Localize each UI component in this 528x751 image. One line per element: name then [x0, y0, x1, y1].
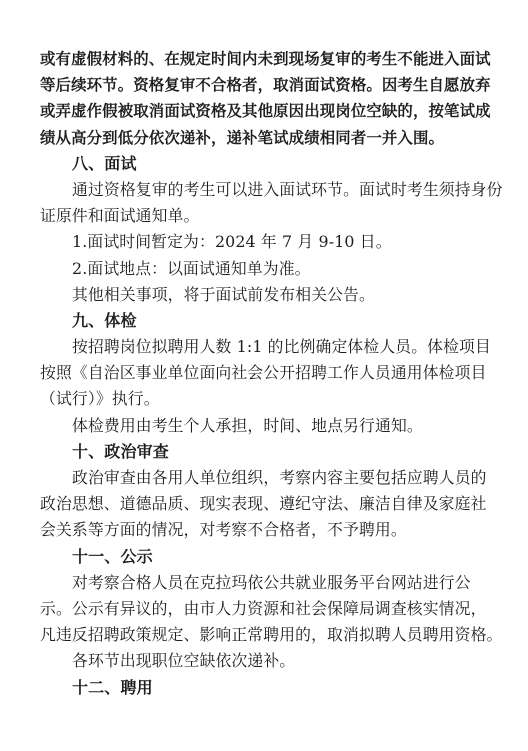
interview-paragraph-line-2: 证原件和面试通知单。	[40, 206, 200, 226]
requalification-text-line-3: 或弄虚作假被取消面试资格及其他原因出现岗位空缺的，按笔试成	[40, 102, 491, 121]
section-heading-physical-exam: 九、体检	[72, 310, 137, 330]
interview-other-matters: 其他相关事项，将于面试前发布相关公告。	[72, 284, 375, 304]
section-heading-political-review: 十、政治审查	[72, 441, 169, 461]
section-heading-employment: 十二、聘用	[72, 677, 153, 697]
requalification-text-line-1: 或有虚假材料的、在规定时间内未到现场复审的考生不能进入面试	[40, 50, 491, 68]
publicity-line-1: 对考察合格人员在克拉玛依公共就业服务平台网站进行公	[72, 572, 471, 592]
section-heading-interview: 八、面试	[72, 153, 137, 173]
political-review-line-2: 政治思想、道德品质、现实表现、遵纪守法、廉洁自律及家庭社	[40, 494, 487, 514]
section-heading-publicity: 十一、公示	[72, 546, 153, 566]
physical-exam-fee-line: 体检费用由考生个人承担，时间、地点另行通知。	[72, 415, 423, 435]
publicity-line-3: 凡违反招聘政策规定、影响正常聘用的，取消拟聘人员聘用资格。	[40, 625, 503, 645]
physical-exam-line-2: 按照《自治区事业单位面向社会公开招聘工作人员通用体检项目	[40, 363, 487, 383]
interview-time-item: 1.面试时间暂定为：2024 年 7 月 9-10 日。	[72, 232, 392, 252]
political-review-line-3: 会关系等方面的情况，对考察不合格者，不予聘用。	[40, 520, 407, 540]
interview-location-item: 2.面试地点：以面试通知单为准。	[72, 258, 311, 278]
publicity-vacancy-line: 各环节出现职位空缺依次递补。	[72, 651, 296, 671]
physical-exam-line-1: 按招聘岗位拟聘用人数 1:1 的比例确定体检人员。体检项目	[72, 337, 491, 357]
publicity-line-2: 示。公示有异议的，由市人力资源和社会保障局调查核实情况，	[40, 598, 487, 618]
physical-exam-line-3: （试行）》执行。	[40, 389, 160, 409]
requalification-text-line-4: 绩从高分到低分依次递补，递补笔试成绩相同者一并入围。	[40, 128, 445, 147]
interview-paragraph-line-1: 通过资格复审的考生可以进入面试环节。面试时考生须持身份	[72, 179, 503, 199]
requalification-text-line-2: 等后续环节。资格复审不合格者，取消面试资格。因考生自愿放弃	[40, 76, 491, 95]
political-review-line-1: 政治审查由各用人单位组织，考察内容主要包括应聘人员的	[72, 468, 487, 487]
document-page	[40, 46, 503, 701]
